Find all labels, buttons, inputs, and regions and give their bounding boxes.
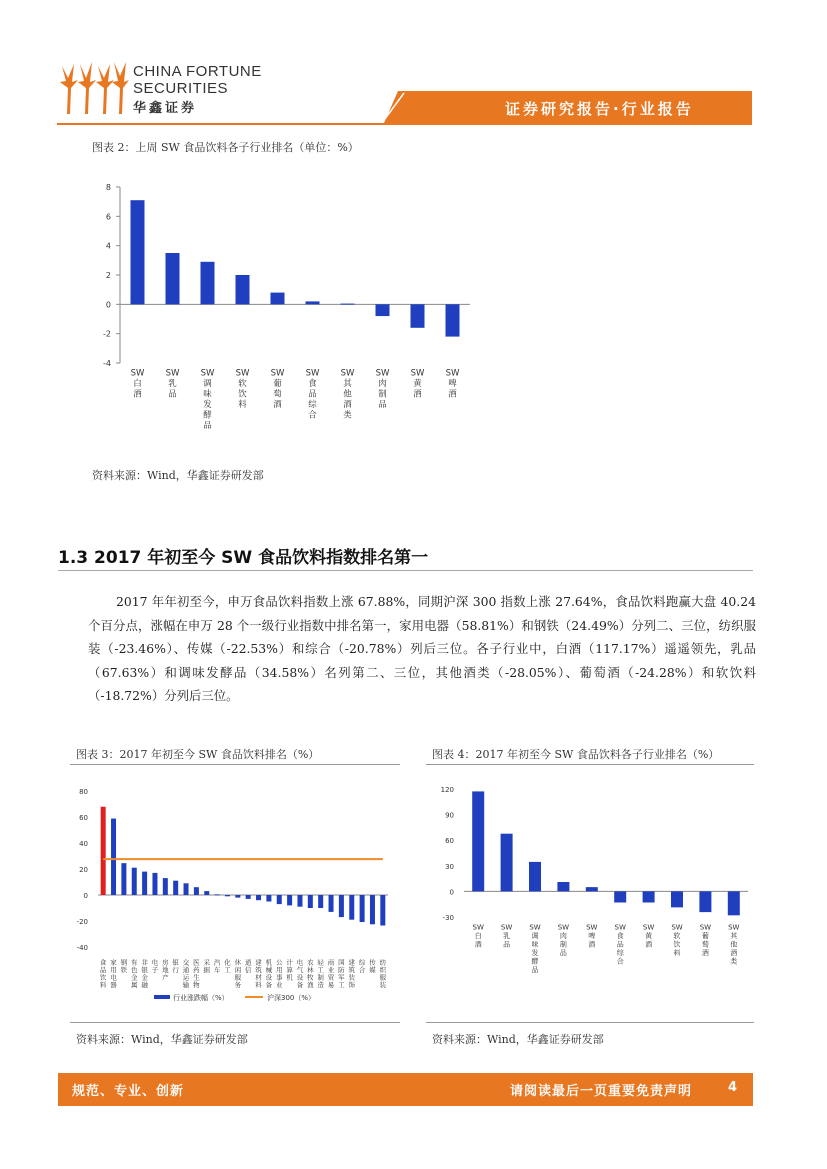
chart3-bar — [132, 868, 137, 895]
chart2-bar — [271, 293, 285, 305]
chart2-caption: 图表 2：上周 SW 食品饮料各子行业排名（单位：%） — [92, 141, 359, 154]
section-title: 1.3 2017 年初至今 SW 食品饮料指数排名第一 — [58, 548, 429, 568]
chart4-caption: 图表 4：2017 年初至今 SW 食品饮料各子行业排名（%） — [432, 748, 720, 761]
chart4-bar — [472, 791, 484, 891]
chart3-x-label: 钢铁 — [120, 958, 128, 974]
chart2-y-tick-label: 8 — [105, 183, 111, 192]
chart3-x-label: 通信 — [244, 958, 252, 974]
chart3-x-label: 休闲服务 — [234, 958, 242, 989]
company-name-cn: 华鑫证券 — [133, 101, 198, 116]
chart3-x-label: 医药生物 — [193, 958, 200, 989]
footer-slogan: 规范、专业、创新 — [72, 1084, 185, 1099]
chart3-bar — [163, 878, 168, 895]
chart4-bar — [529, 862, 541, 892]
chart3-bar — [111, 819, 116, 895]
chart3-bar — [339, 895, 344, 917]
chart3-y-tick-label: 0 — [83, 892, 88, 900]
chart3-x-label: 食品饮料 — [99, 958, 107, 989]
chart4-y-tick-label: 90 — [445, 811, 454, 820]
chart4-bar — [501, 834, 513, 892]
header-rule — [57, 123, 752, 125]
chart3-bottom-rule — [70, 1022, 400, 1023]
chart4-y-tick-label: 60 — [445, 837, 454, 846]
chart2-y-tick-label: -2 — [103, 329, 111, 339]
chart3-bar — [380, 895, 385, 925]
chart3-x-label: 电气设备 — [296, 958, 304, 989]
chart2-y-tick-label: 4 — [105, 241, 111, 251]
chart4-x-label: SW 啤酒 — [586, 923, 598, 949]
chart2-y-tick-label: 6 — [105, 212, 111, 222]
chart2-y-tick-label: 2 — [105, 271, 111, 280]
chart3-legend-line-label: 沪深300（%） — [267, 994, 316, 1002]
chart3-bar — [184, 883, 189, 895]
chart3-bar — [360, 895, 365, 922]
chart3-bar — [152, 873, 157, 895]
chart3-x-label: 化工 — [224, 958, 231, 974]
chart3-bar — [256, 895, 261, 900]
chart2-x-label: SW 啤酒 — [445, 368, 460, 400]
chart2-bar — [201, 262, 215, 305]
chart3-x-label: 纺织服装 — [379, 958, 387, 989]
chart2-x-label: SW 软饮料 — [235, 368, 250, 410]
chart3-bar — [215, 894, 220, 895]
chart4-x-label: SW 黄酒 — [642, 923, 655, 949]
chart4-x-label: SW 乳品 — [500, 923, 513, 949]
chart3-x-label: 家用电器 — [110, 958, 117, 989]
page-number: 4 — [728, 1080, 738, 1095]
chart4-bar — [699, 891, 711, 912]
chart3-x-label: 银行 — [172, 958, 179, 974]
chart3-bar — [277, 895, 282, 904]
chart3-x-label: 建筑装饰 — [348, 958, 355, 989]
footer-disclaimer-link[interactable]: 请阅读最后一页重要免责声明 — [510, 1084, 693, 1099]
chart4-bar — [586, 887, 598, 891]
chart3-y-tick-label: 80 — [79, 788, 88, 796]
chart4-top-rule — [426, 764, 754, 765]
chart3-x-label: 采掘 — [203, 958, 210, 974]
chart4-bar — [614, 891, 626, 902]
chart3-y-tick-label: 60 — [79, 814, 88, 822]
chart4-bar — [557, 882, 569, 891]
chart3-x-label: 非银金融 — [141, 958, 148, 989]
chart2-bar — [166, 253, 180, 304]
chart3-x-label: 综合 — [358, 958, 366, 974]
chart3-bar — [235, 895, 240, 898]
chart3-x-label: 建筑材料 — [255, 958, 262, 989]
chart3-bar — [225, 895, 230, 896]
chart4-x-label: SW 葡萄酒 — [699, 923, 712, 957]
chart3-bar — [194, 887, 199, 895]
chart4-x-label: SW 白酒 — [472, 923, 484, 949]
chart4-x-label: SW 调味发酵品 — [529, 923, 541, 974]
chart2-bar — [446, 304, 460, 336]
chart2-plot — [80, 175, 480, 445]
chart3-x-label: 房地产 — [162, 958, 169, 982]
chart4-x-label: SW 其他酒类 — [728, 923, 740, 966]
chart2-bar — [131, 200, 145, 304]
paragraph-text: 2017 年年初至今，申万食品饮料指数上涨 67.88%，同期沪深 300 指数上涨 27.64%，食品饮料跑赢大盘 40.24 个百分点，涨幅在申万 28 个一级行业指数中排名第一，家用电器（58.81%）和钢铁（24.49%）分列二、三位，纺织服装（-23.46%）、传媒（-22.53%）和综合（-20.78%）列后三位。各子行业中，白酒（117.17%）遥遥领先，乳品（67.63%）和调味发酵品（34.58%）名列第二、三位，其他酒类（-28.05%）、葡萄酒（-24.28%）和软饮料（-18.72%）分列后三位。 — [88, 594, 756, 703]
chart2-y-tick-label: 0 — [105, 300, 111, 310]
section-rule — [58, 570, 753, 571]
report-tag: 证券研究报告·行业报告 — [505, 100, 694, 118]
chart2-x-label: SW 白酒 — [130, 368, 145, 400]
chart3-bar — [287, 895, 292, 905]
chart3-plot — [70, 775, 400, 1015]
chart3-x-label: 有色金属 — [131, 958, 138, 989]
chart3-bar — [297, 895, 302, 907]
chart3-y-tick-label: -20 — [76, 918, 88, 926]
chart3-x-label: 传媒 — [369, 958, 376, 974]
chart4-x-label: SW 肉制品 — [557, 923, 570, 957]
chart3-caption: 图表 3：2017 年初至今 SW 食品饮料排名（%） — [76, 748, 320, 761]
chart4-y-tick-label: 0 — [449, 888, 454, 897]
chart3-x-label: 电子 — [151, 958, 159, 974]
chart3-bar — [173, 881, 178, 895]
chart4-bottom-rule — [426, 1022, 754, 1023]
chart4-bar — [643, 891, 655, 902]
chart3-bar — [318, 895, 323, 908]
chart3-bar — [142, 872, 147, 895]
chart3-x-label: 商业贸易 — [327, 958, 335, 989]
chart3-x-label: 轻工制造 — [317, 958, 324, 989]
chart3-x-label: 汽车 — [213, 958, 221, 974]
chart3-x-label: 交通运输 — [182, 958, 190, 989]
chart3-bar — [266, 895, 271, 902]
chart4-y-tick-label: 120 — [440, 786, 454, 794]
chart2-x-label: SW 葡萄酒 — [270, 368, 285, 410]
chart3-legend-bar-swatch — [154, 995, 170, 999]
company-name-en-2: SECURITIES — [133, 80, 229, 97]
chart3-bar — [246, 895, 251, 899]
chart2-y-tick-label: -4 — [103, 359, 111, 368]
chart2-x-label: SW 调味发酵品 — [200, 368, 215, 431]
chart2-x-label: SW 乳品 — [165, 368, 180, 400]
chart3-legend-bar-label: 行业涨跌幅（%） — [173, 994, 229, 1002]
chart3-bar — [204, 891, 209, 895]
chart2-x-label: SW 黄酒 — [410, 368, 425, 400]
company-logo — [58, 58, 130, 116]
chart2-bar — [236, 275, 250, 304]
company-name-en-1: CHINA FORTUNE — [133, 63, 262, 80]
chart4-x-label: SW 软饮料 — [671, 923, 683, 957]
chart2-x-label: SW 其他酒类 — [340, 368, 355, 421]
chart2-bar — [411, 304, 425, 327]
chart3-y-tick-label: 20 — [79, 866, 88, 874]
chart4-y-tick-label: 30 — [445, 862, 454, 871]
chart3-y-tick-label: -40 — [76, 944, 88, 952]
chart3-y-tick-label: 40 — [79, 840, 88, 848]
chart2-bar — [376, 304, 390, 316]
chart3-x-label: 计算机 — [286, 958, 293, 982]
chart2-bar — [306, 301, 320, 304]
chart3-x-label: 机械设备 — [265, 958, 273, 989]
chart3-bar — [349, 895, 354, 920]
chart3-bar — [370, 895, 375, 924]
chart4-x-label: SW 食品综合 — [614, 923, 626, 966]
chart3-x-label: 公用事业 — [276, 958, 283, 989]
chart3-source: 资料来源：Wind，华鑫证券研发部 — [76, 1033, 248, 1046]
section-paragraph — [88, 590, 756, 708]
chart3-top-rule — [70, 764, 400, 765]
chart4-bar — [671, 891, 683, 907]
chart4-plot — [426, 775, 754, 1015]
chart3-bar — [329, 895, 334, 912]
chart2-x-label: SW 食品综合 — [305, 368, 320, 421]
chart3-x-label: 农林牧渔 — [307, 958, 314, 989]
chart2-source: 资料来源：Wind，华鑫证券研发部 — [92, 469, 264, 482]
chart3-bar — [121, 863, 126, 895]
chart4-bar — [728, 891, 740, 915]
chart4-y-tick-label: -30 — [442, 914, 454, 922]
chart2-bar — [341, 304, 355, 305]
chart3-bar — [101, 807, 106, 895]
chart4-source: 资料来源：Wind，华鑫证券研发部 — [432, 1033, 604, 1046]
chart3-x-label: 国防军工 — [338, 958, 345, 989]
chart3-bar — [308, 895, 313, 908]
chart2-x-label: SW 肉制品 — [375, 368, 390, 410]
